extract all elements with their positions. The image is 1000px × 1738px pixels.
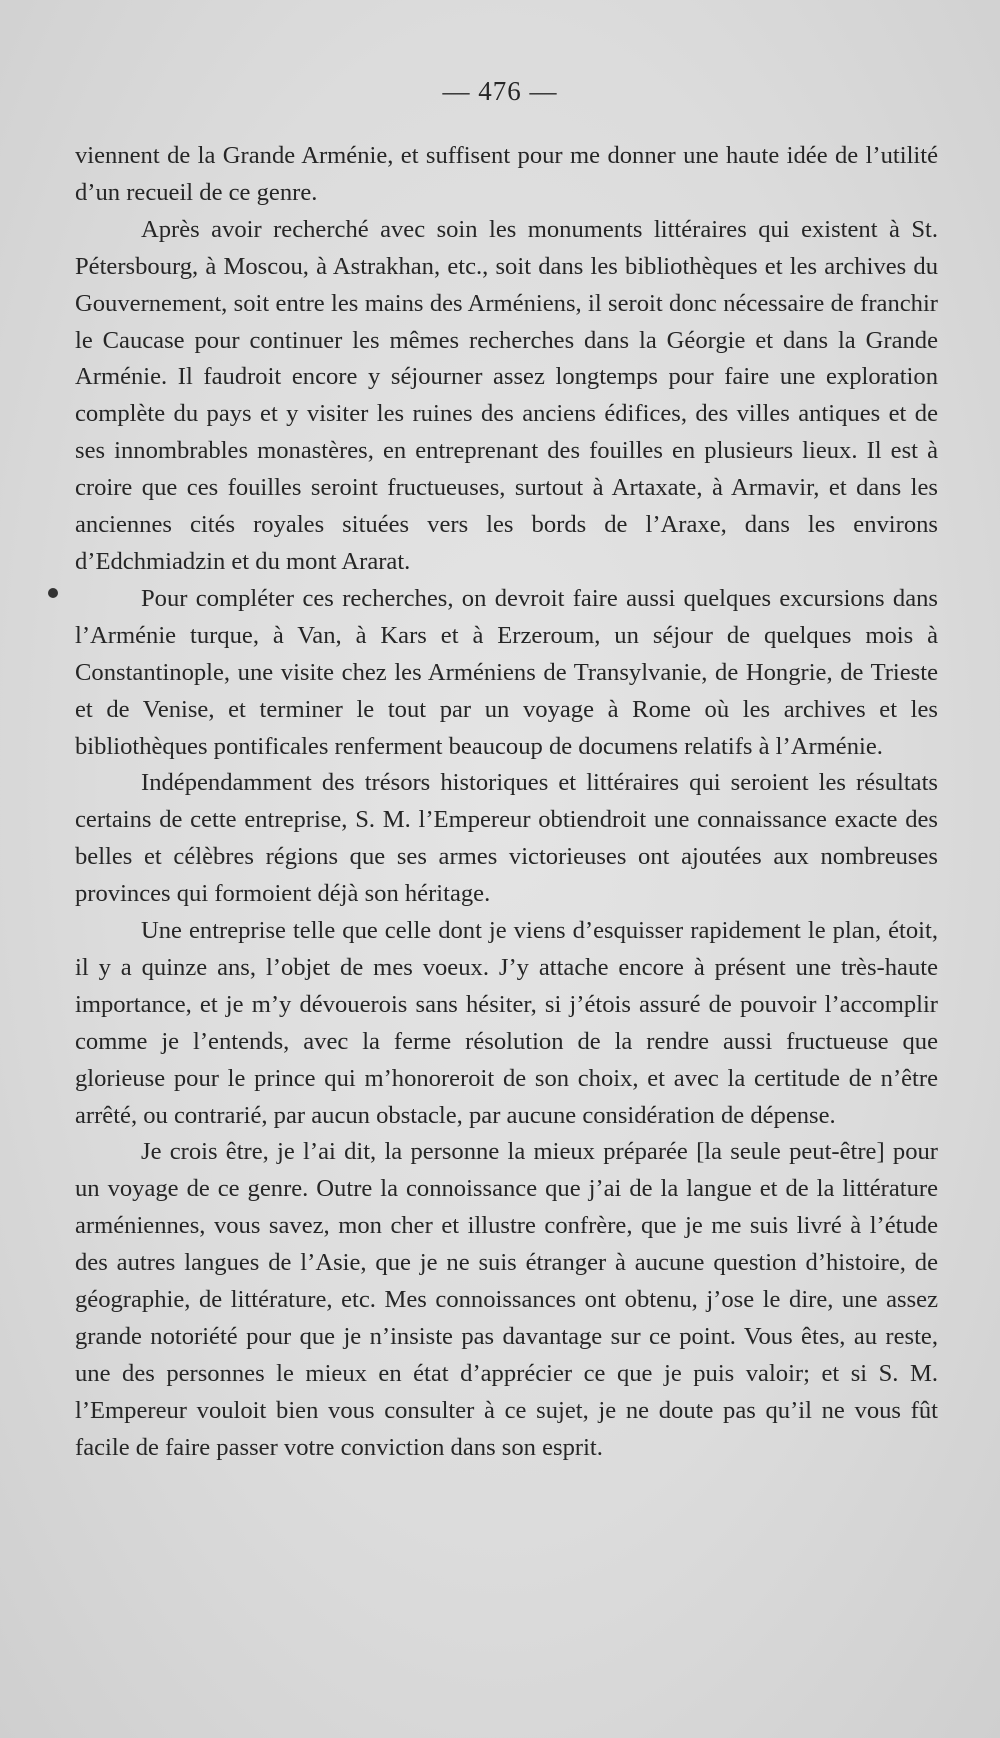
- margin-dot: [48, 588, 58, 598]
- paragraph: Une entreprise telle que celle dont je viens d’esquisser rapidement le plan, étoit, il y a quinze ans, l’objet de mes voeux. J’y attache encore à présent une très-haute importance, et je m’y dévouerois sans hésiter, si j’étois assuré de pouvoir l’accomplir comme je l’entends, avec la ferme résolution de la rendre aussi fructueuse que glorieuse pour le prince qui m’honoreroit de son choix, et avec la certitude de n’être arrêté, ou contrarié, par aucun obstacle, par aucune considération de dépense.: [75, 917, 938, 1129]
- paragraph: Après avoir recherché avec soin les monuments littéraires qui existent à St. Pétersbourg, à Moscou, à Astrakhan, etc., soit dans les bibliothèques et les archives du Gouvernement, soit entre les mains des Arméniens, il seroit donc nécessaire de franchir le Caucase pour continuer les mêmes recherches dans la Géorgie et dans la Grande Arménie. Il faudroit encore y séjourner assez longtemps pour faire une exploration complète du pays et y visiter les ruines des anciens édifices, des villes antiques et de ses innombrables monastères, en entreprenant des fouilles en plusieurs lieux. Il est à croire que ces fouilles seroint fructueuses, surtout à Artaxate, à Armavir, et dans les anciennes cités royales situées vers les bords de l’Araxe, dans les environs d’Edchmiadzin et du mont Ararat.: [75, 215, 938, 575]
- paragraph: Indépendamment des trésors historiques et littéraires qui seroient les résultats certains de cette entreprise, S. M. l’Empereur obtiendroit une connaissance exacte des belles et célèbres régions que ses armes victorieuses ont ajoutées aux nombreuses provinces qui formoient déjà son héritage.: [75, 769, 938, 908]
- paragraph: Pour compléter ces recherches, on devroit faire aussi quelques excursions dans l’Arménie turque, à Van, à Kars et à Erzeroum, un séjour de quelques mois à Constantinople, une visite chez les Arméniens de Transylvanie, de Hongrie, de Trieste et de Venise, et terminer le tout par un voyage à Rome où les archives et les bibliothèques pontificales renferment beaucoup de documens relatifs à l’Arménie.: [75, 584, 938, 760]
- paragraph-continuation: viennent de la Grande Arménie, et suffisent pour me donner une haute idée de l’utilité d’un recueil de ce genre.: [75, 142, 938, 206]
- page-number: — 476 —: [442, 76, 558, 106]
- body-text: [75, 138, 938, 1467]
- paragraph: Je crois être, je l’ai dit, la personne la mieux préparée [la seule peut-être] pour un voyage de ce genre. Outre la connoissance que j’ai de la langue et de la littérature arméniennes, vous savez, mon cher et illustre confrère, que je me suis livré à l’étude des autres langues de l’Asie, que je ne suis étranger à aucune question d’histoire, de géographie, de littérature, etc. Mes connoissances ont obtenu, j’ose le dire, une assez grande notoriété pour que je n’insiste pas davantage sur ce point. Vous êtes, au reste, une des personnes le mieux en état d’apprécier ce que je puis valoir; et si S. M. l’Empereur vouloit bien vous consulter à ce sujet, je ne doute pas qu’il ne vous fût facile de faire passer votre conviction dans son esprit.: [75, 1138, 938, 1461]
